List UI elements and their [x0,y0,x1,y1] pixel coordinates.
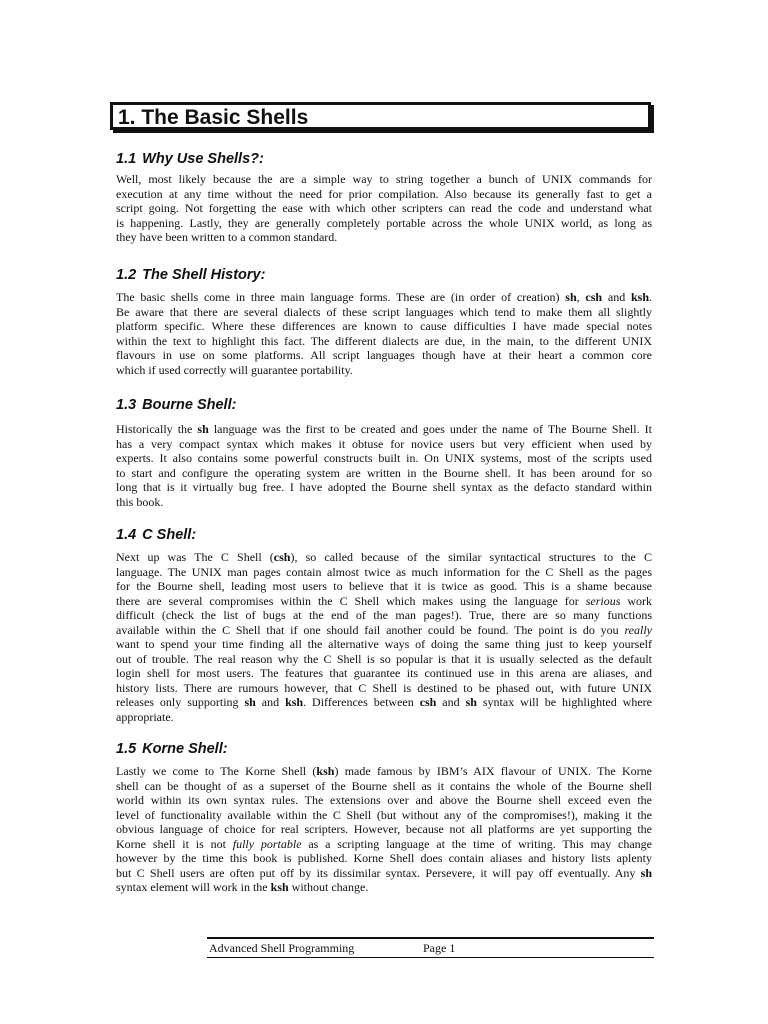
text-run: but C Shell users are often put off by its dissimilar syntax. Persevere, it will pay off eventually. Any [116,865,641,880]
text-run: Be aware that there are several dialects of these script languages which tend to make them all slightly [116,304,652,319]
text-line [116,451,652,466]
text-run: shell can be thought of as a superset of the Bourne shell as it contains the whole of the Bourne shell [116,778,652,793]
text-run: Well, most likely because the are a simple way to string together a bunch of UNIX commands for [116,172,652,186]
text-line [116,172,652,187]
text-run: level of functionality available within the C Shell (but without any of the compromises!), making it the [116,807,652,822]
text-line [116,822,652,837]
text-run: ) made famous by IBM’s AIX flavour of UNIX. The Korne [334,764,653,778]
text-run: Lastly we come to The Korne Shell ( [116,764,317,778]
text-run: which if used correctly will guarantee portability. [116,362,353,377]
text-run: releases only supporting [116,695,245,709]
text-line [116,793,652,808]
text-run: obvious language of choice for real scripters. However, because not all platforms are yet supporting the [116,822,652,836]
text-line [116,480,652,495]
text-line [116,550,652,565]
text-run: syntax element will work in the [116,880,271,894]
text-run: to start and configure the operating system are written in the Bourne shell. It has been around for so [116,465,652,480]
text-line [116,681,652,696]
text-line [116,608,652,623]
text-run: there are several compromises within the C Shell which makes using the language for [116,593,586,608]
text-line [116,230,652,245]
text-line [116,710,652,725]
section-paragraph [116,764,652,895]
text-line [116,652,652,667]
text-run: long that is it virtually bug free. I have adopted the Bourne shell syntax as the defacto standard within [116,480,652,494]
section-heading [116,396,652,414]
text-run: work [620,593,652,608]
section-title: Bourne Shell: [142,397,237,413]
bold-term: ksh [270,880,289,894]
footer-title: Advanced Shell Programming [209,941,355,955]
section-number: 1.5 [116,741,137,757]
chapter-title-box [110,102,651,130]
text-run: however by the time this book is published. Korne Shell does contain aliases and history lists aplenty [116,851,652,865]
bold-term: sh [465,695,477,709]
section-paragraph [116,290,652,377]
text-run: execution at any time without the need for prior compilation. Also because its generally fast to get a [116,186,652,201]
bold-term: ksh [630,290,650,304]
text-run: they have been written to a common standard. [116,230,338,244]
text-run: as a scripting language at the time of writing. This may change [301,836,652,851]
text-line [116,187,652,202]
text-line [116,319,652,334]
text-line [116,866,652,881]
text-line [116,363,652,378]
text-line [116,837,652,852]
text-line [116,666,652,681]
section-1 [116,150,652,244]
section-title: Korne Shell: [142,741,228,757]
text-line [116,422,652,437]
section-paragraph [116,172,652,245]
italic-term: serious [585,593,621,608]
section-title: C Shell: [142,527,197,543]
text-run: want to spend your time finding all the alternative ways of doing the same thing just to keep yourself [116,637,652,651]
text-run: Historically the [116,422,198,436]
text-line [116,495,652,510]
text-line [116,637,652,652]
text-run: experts. It also contains some powerful constructs built in. On UNIX systems, most of the scripts used [116,451,652,465]
bold-term: csh [273,550,291,564]
text-run: flavours in use on some platforms. All script languages though have at their heart a common core [116,348,652,362]
text-run: is happening. Lastly, they are generally completely portable across the whole UNIX world, as long as [116,215,652,230]
text-run: Next up was The C Shell ( [116,550,274,564]
section-number: 1.3 [116,397,137,413]
text-run: login shell for most users. The features that guarantee its continued use in this arena are aliases, and [116,666,652,680]
section-heading [116,740,652,758]
text-line [116,808,652,823]
chapter-title: 1. The Basic Shells [118,106,309,129]
text-line [116,305,652,320]
bold-term: ksh [285,695,304,709]
text-line [116,334,652,349]
text-run: ), so called because of the similar syntactical structures to the C [290,550,652,564]
section-number: 1.1 [116,151,137,167]
bold-term: sh [640,865,652,880]
text-line [116,216,652,231]
text-run: out of trouble. The real reason why the C Shell is so popular is that it is usually selected as the default [116,651,652,666]
text-run: and [602,290,631,304]
section-5 [116,740,653,894]
italic-term: fully portable [232,836,302,851]
text-run: . Differences between [303,695,420,709]
footer-rule [207,937,654,939]
bold-term: csh [585,290,603,304]
text-run: history lists. There are rumours however, that C Shell is destined to be phased out, with future UNIX [116,680,652,695]
text-line [116,594,652,609]
text-line [116,695,652,710]
text-line [116,201,652,216]
text-run: for the Bourne shell, leading most users to believe that it is twice as good. This is a shame because [116,579,652,593]
text-run: , [576,290,586,304]
section-heading [116,526,652,544]
section-3 [116,396,652,509]
text-run: appropriate. [116,709,174,724]
section-paragraph [116,422,652,509]
text-run: Korne shell it is not [116,836,233,851]
text-run: world within its own syntax rules. The extensions over and above the Bourne shell exceed even the [116,793,652,807]
text-run: has a very compact syntax which makes it obtuse for novice users but very efficient when used by [116,436,652,451]
text-run: difficult (check the list of bugs at the end of the man pages!). True, there are so many functions [116,608,652,622]
bold-term: sh [565,290,577,304]
bold-term: csh [419,695,437,709]
text-run: platform specific. Where these differences are known to cause difficulties I have made special notes [116,319,652,333]
text-line [116,880,652,895]
section-title: The Shell History: [142,267,266,283]
text-line [116,623,652,638]
section-heading [116,266,652,284]
footer-page-number: Page 1 [423,941,456,955]
text-run: within the text to highlight this fact. The different dialects are due, in the main, to the different UNIX [116,333,652,348]
text-line [116,579,652,594]
text-line [116,851,652,866]
text-run: and [436,695,466,709]
text-run: without change. [288,880,369,894]
section-2 [116,266,653,377]
bold-term: sh [197,422,209,436]
text-run: script going. Not forgetting the ease with which other scripters can read the code and understand what [116,201,652,215]
text-run: The basic shells come in three main language forms. These are (in order of creation) [116,290,566,304]
section-number: 1.2 [116,267,137,283]
section-title: Why Use Shells?: [142,151,264,167]
text-line [116,348,652,363]
text-run: language. The UNIX man pages contain almost twice as much information for the C Shell as the pages [116,564,652,579]
text-line [116,290,652,305]
italic-term: really [624,622,652,637]
section-4 [116,526,652,724]
section-paragraph [116,550,652,724]
text-line [116,437,652,452]
footer-rule-bottom [207,957,654,958]
bold-term: ksh [316,764,335,778]
text-line [116,764,652,779]
text-line [116,565,652,580]
text-line [116,779,652,794]
text-run: . [649,290,653,304]
bold-term: sh [244,695,256,709]
section-heading [116,150,652,168]
text-run: language was the first to be created and goes under the name of The Bourne Shell. It [208,422,652,436]
text-run: syntax will be highlighted where [476,695,652,709]
text-run: this book. [116,494,164,509]
text-run: available within the C Shell that if one should fail another could be found. The point is do you [116,622,625,637]
text-line [116,466,652,481]
section-number: 1.4 [116,527,137,543]
text-run: and [255,695,286,709]
